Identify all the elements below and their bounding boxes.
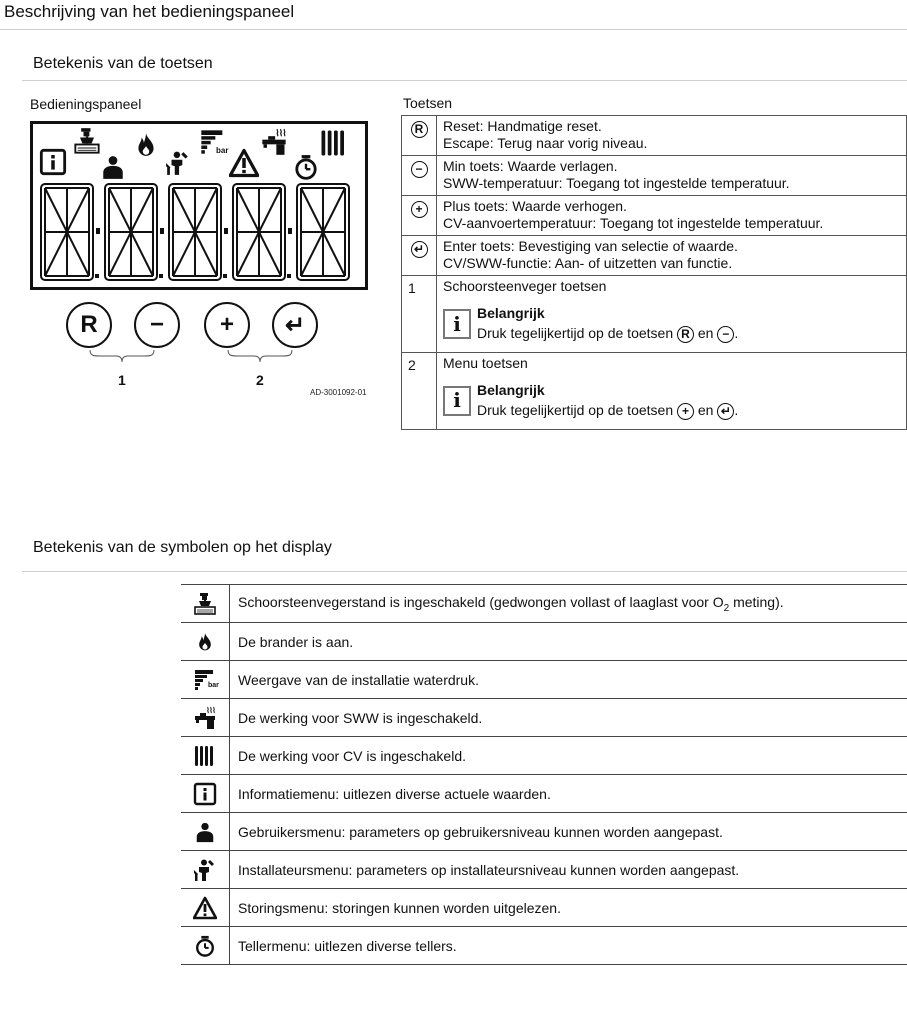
symbol-description: Installateursmenu: parameters op installateursniveau kunnen worden aangepast. <box>230 851 907 889</box>
table-row <box>402 116 907 156</box>
installer-icon <box>193 858 217 882</box>
info-icon <box>193 782 217 806</box>
minus-button[interactable]: − <box>134 302 180 348</box>
enter-button[interactable]: ↵ <box>272 302 318 348</box>
reset-key-icon: R <box>677 326 694 343</box>
note-suffix: . <box>734 325 739 341</box>
minus-key-icon: − <box>411 161 428 178</box>
radiator-icon <box>193 744 217 768</box>
table-row <box>402 156 907 196</box>
info-icon <box>39 148 67 176</box>
table-row <box>402 236 907 276</box>
note-text: Druk tegelijkertijd op de toetsen <box>477 325 674 341</box>
key-description: CV-aanvoertemperatuur: Toegang tot ingestelde temperatuur. <box>443 215 824 231</box>
enter-key-icon: ↵ <box>411 241 428 258</box>
table-row <box>181 699 907 737</box>
table-row <box>181 927 907 965</box>
key-description: Escape: Terug naar vorig niveau. <box>443 135 648 151</box>
pressure-unit: bar <box>216 146 229 155</box>
key-brackets <box>80 348 320 370</box>
combo-title: Menu toetsen <box>443 354 528 371</box>
page-title: Beschrijving van het bedieningspaneel <box>4 2 295 21</box>
note-text: Druk tegelijkertijd op de toetsen <box>477 401 674 418</box>
symbol-description: Weergave van de installatie waterdruk. <box>230 661 907 699</box>
table-row <box>402 276 907 353</box>
section-title-keys: Betekenis van de toetsen <box>33 55 213 72</box>
segment-digits <box>37 182 363 284</box>
enter-key-icon: ↵ <box>717 403 734 420</box>
symbol-description: De werking voor CV is ingeschakeld. <box>230 737 907 775</box>
keys-table <box>401 115 907 430</box>
panel-label: Bedieningspaneel <box>30 96 142 112</box>
key-description: CV/SWW-functie: Aan- of uitzetten van functie. <box>443 255 733 271</box>
divider <box>22 80 907 81</box>
symbol-description: De werking voor SWW is ingeschakeld. <box>230 699 907 737</box>
divider <box>0 29 907 30</box>
table-row <box>181 851 907 889</box>
symbol-description-end: meting). <box>729 593 784 610</box>
warning-icon <box>229 148 259 178</box>
important-note <box>443 382 900 420</box>
table-row <box>181 585 907 623</box>
user-icon <box>100 154 126 180</box>
timer-icon <box>194 935 216 957</box>
user-icon <box>194 821 216 843</box>
table-row <box>181 623 907 661</box>
note-joiner: en <box>697 401 714 418</box>
timer-icon <box>293 154 319 180</box>
chimney-sweep-icon <box>73 127 101 155</box>
keys-label: Toetsen <box>403 95 453 111</box>
lcd-display <box>30 121 368 290</box>
table-row <box>402 196 907 236</box>
subscript: 2 <box>723 602 730 614</box>
plus-button[interactable]: + <box>204 302 250 348</box>
figure-reference: AD-3001092-01 <box>310 388 367 397</box>
symbol-description: De brander is aan. <box>230 623 907 661</box>
plus-key-icon: + <box>411 201 428 218</box>
installer-icon <box>165 150 191 176</box>
key-description: SWW-temperatuur: Toegang tot ingestelde temperatuur. <box>443 175 790 191</box>
table-row <box>402 352 907 429</box>
hot-water-tap-icon <box>193 706 217 730</box>
note-title: Belangrijk <box>477 381 545 398</box>
divider <box>22 571 907 572</box>
combo-number: 1 <box>402 276 437 353</box>
important-note <box>443 305 900 343</box>
table-row <box>181 889 907 927</box>
plus-key-icon: + <box>677 403 694 420</box>
table-row <box>181 737 907 775</box>
info-icon: i <box>443 309 471 339</box>
table-row <box>181 813 907 851</box>
reset-key-icon: R <box>411 121 428 138</box>
hot-water-tap-icon <box>260 128 288 156</box>
reset-button[interactable]: R <box>66 302 112 348</box>
note-joiner: en <box>697 325 714 341</box>
group-label-2: 2 <box>256 372 264 388</box>
combo-title: Schoorsteenveger toetsen <box>443 278 607 294</box>
table-row <box>181 661 907 699</box>
minus-key-icon: − <box>717 326 734 343</box>
symbol-description: Gebruikersmenu: parameters op gebruikersniveau kunnen worden aangepast. <box>230 813 907 851</box>
section-title-symbols: Betekenis van de symbolen op het display <box>33 539 332 556</box>
group-label-1: 1 <box>118 372 126 388</box>
table-row <box>181 775 907 813</box>
symbol-description: Storingsmenu: storingen kunnen worden uitgelezen. <box>230 889 907 927</box>
symbol-description: Schoorsteenvegerstand is ingeschakeld (gedwongen vollast of laaglast voor O <box>238 593 724 610</box>
symbols-table <box>181 584 907 965</box>
combo-number: 2 <box>402 352 437 429</box>
symbol-description: Informatiemenu: uitlezen diverse actuele waarden. <box>230 775 907 813</box>
pressure-unit: bar <box>208 682 219 689</box>
note-title: Belangrijk <box>477 305 545 321</box>
flame-icon <box>195 632 215 652</box>
key-description: Plus toets: Waarde verhogen. <box>443 198 627 214</box>
info-icon: i <box>443 386 471 416</box>
chimney-sweep-icon <box>193 592 217 616</box>
radiator-icon <box>319 128 349 158</box>
note-suffix: . <box>734 401 739 418</box>
flame-icon <box>133 132 159 158</box>
warning-icon <box>193 896 217 920</box>
key-description: Min toets: Waarde verlagen. <box>443 158 618 174</box>
symbol-description: Tellermenu: uitlezen diverse tellers. <box>230 927 907 965</box>
key-description: Enter toets: Bevestiging van selectie of waarde. <box>443 238 738 254</box>
key-description: Reset: Handmatige reset. <box>443 118 602 134</box>
